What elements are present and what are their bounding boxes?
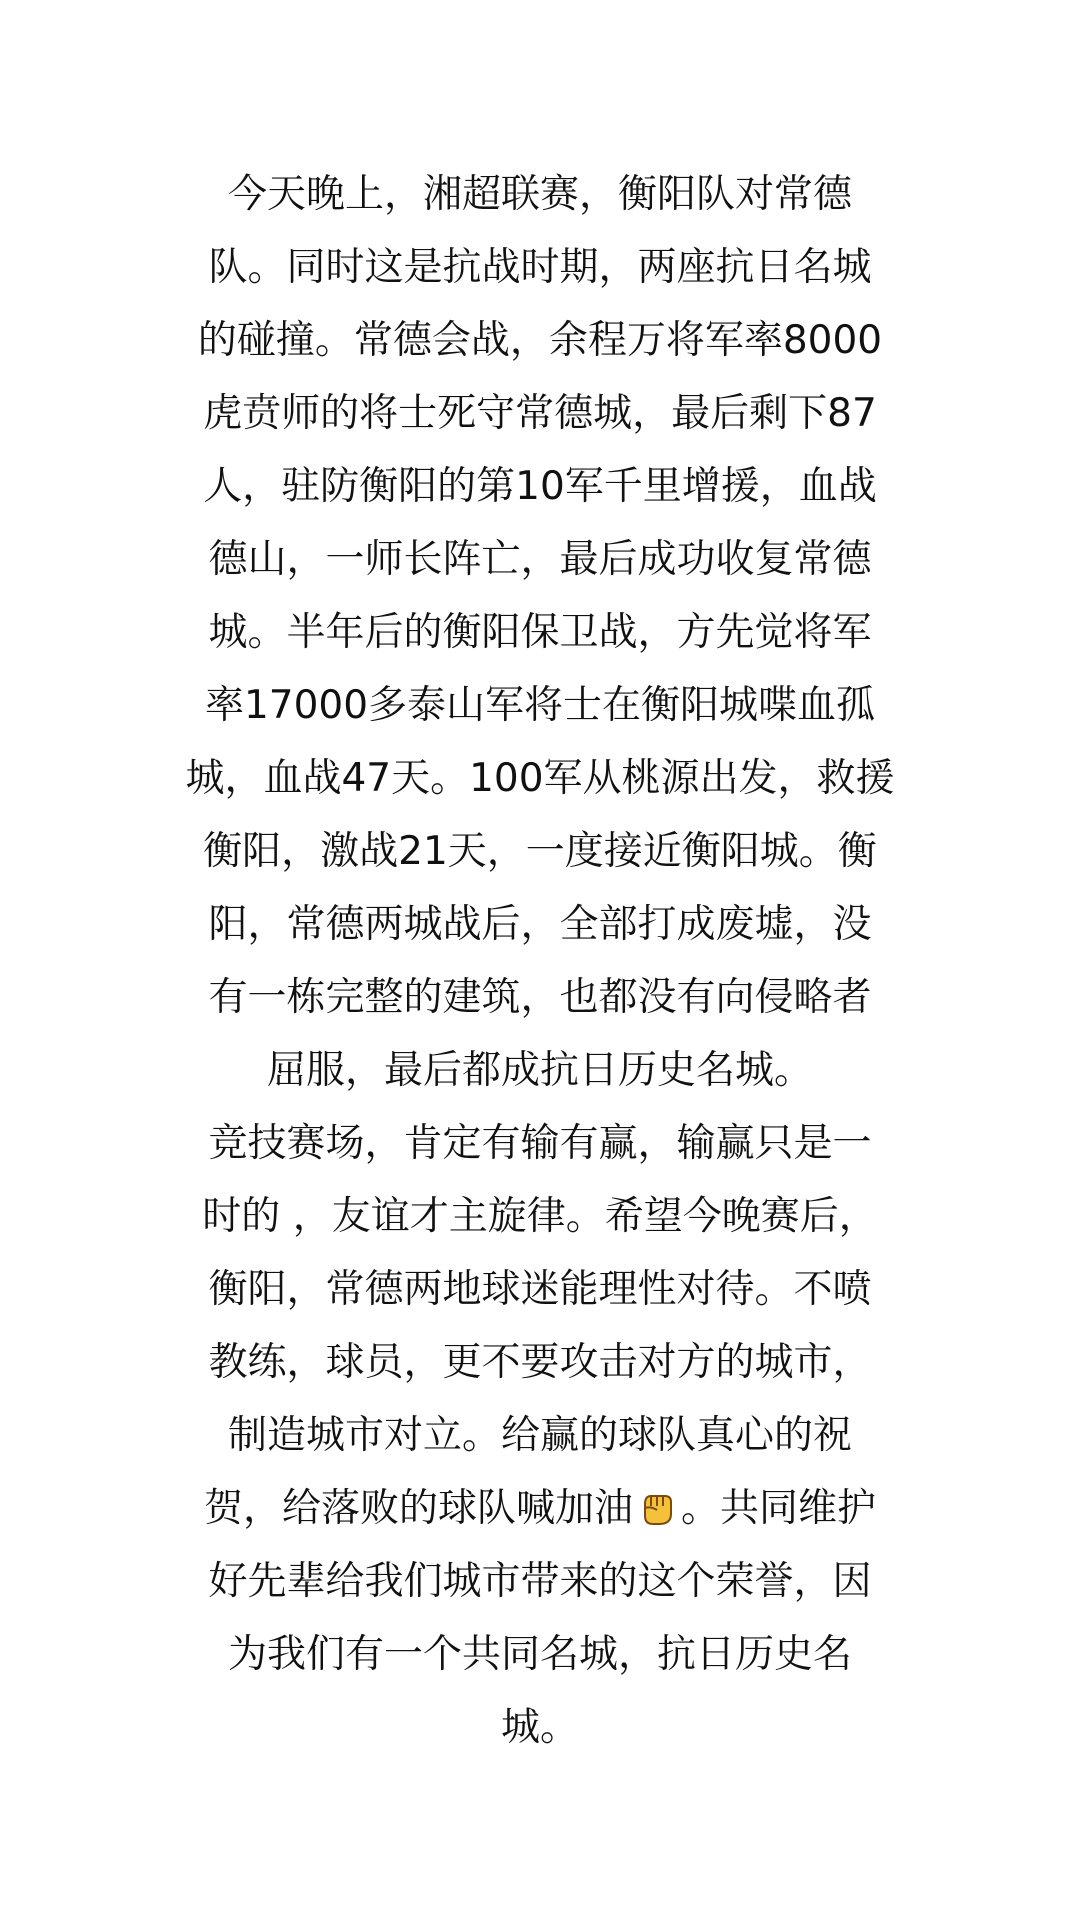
text-line: 队。同时这是抗战时期，两座抗日名城 bbox=[208, 245, 872, 290]
text-line: 虎贲师的将士死守常德城，最后剩下87 bbox=[203, 391, 877, 436]
text-line-with-emoji bbox=[150, 1472, 930, 1545]
text-line: 城。半年后的衡阳保卫战，方先觉将军 bbox=[208, 610, 872, 655]
text-segment: 贺，给落败的球队喊加油 bbox=[203, 1486, 633, 1531]
text-segment: 。共同维护 bbox=[681, 1486, 877, 1531]
text-line: 率17000多泰山军将士在衡阳城喋血孤 bbox=[204, 683, 876, 728]
post-text bbox=[150, 158, 930, 1764]
text-line: 好先辈给我们城市带来的这个荣誉，因 bbox=[208, 1559, 872, 1604]
text-line: 城，血战47天。100军从桃源出发，救援 bbox=[185, 756, 895, 801]
text-line: 教练，球员，更不要攻击对方的城市， bbox=[208, 1340, 872, 1385]
text-line: 为我们有一个共同名城，抗日历史名 bbox=[227, 1632, 852, 1677]
text-line: 屈服，最后都成抗日历史名城。 bbox=[266, 1048, 813, 1093]
text-line: 制造城市对立。给赢的球队真心的祝 bbox=[227, 1413, 852, 1458]
text-line: 今天晚上，湘超联赛，衡阳队对常德 bbox=[227, 172, 852, 217]
text-line: 衡阳，常德两地球迷能理性对待。不喷 bbox=[208, 1267, 872, 1312]
text-line: 竞技赛场，肯定有输有赢，输赢只是一 bbox=[208, 1121, 872, 1166]
text-line: 城。 bbox=[500, 1705, 579, 1750]
text-line: 德山，一师长阵亡，最后成功收复常德 bbox=[208, 537, 872, 582]
text-line: 时的 ，友谊才主旋律。希望今晚赛后， bbox=[202, 1194, 878, 1239]
text-line: 衡阳，激战21天，一度接近衡阳城。衡 bbox=[203, 829, 877, 874]
text-line: 有一栋完整的建筑，也都没有向侵略者 bbox=[208, 975, 872, 1020]
fist-emoji-icon bbox=[635, 1479, 679, 1523]
text-line: 阳，常德两城战后，全部打成废墟，没 bbox=[208, 902, 872, 947]
text-line: 人，驻防衡阳的第10军千里增援，血战 bbox=[203, 464, 877, 509]
text-line: 的碰撞。常德会战，余程万将军率8000 bbox=[197, 318, 883, 363]
